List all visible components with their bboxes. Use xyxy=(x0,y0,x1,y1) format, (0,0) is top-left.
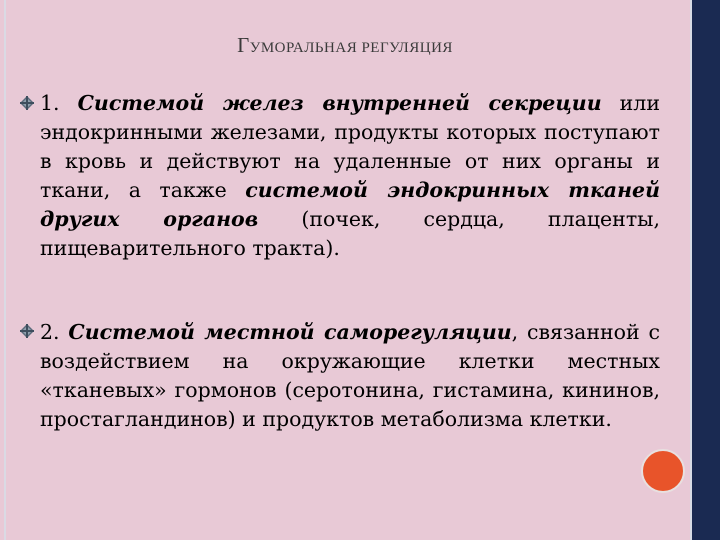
list-item-1 xyxy=(40,89,660,263)
left-border-line xyxy=(4,0,6,540)
bullet-diamond-icon xyxy=(20,324,34,338)
title-rest: УМОРАЛЬНАЯ РЕГУЛЯЦИЯ xyxy=(249,40,453,56)
item1-number: 1. xyxy=(40,91,78,115)
item1-bold-intro: Системой желез внутренней секреции xyxy=(77,91,602,115)
bullet-diamond-icon xyxy=(20,96,34,110)
slide-title xyxy=(0,33,690,58)
item1-text-b: (почек, сердца, плаценты, пищеварительного тракта). xyxy=(40,207,660,260)
item2-bold-intro: Системой местной саморегуляции xyxy=(68,320,512,344)
list-item-2 xyxy=(40,318,660,434)
title-first-letter: Г xyxy=(237,33,250,57)
decorative-orange-circle xyxy=(641,449,685,493)
item2-text: , связанной с воздействием на окружающие клетки местных «тканевых» гормонов (серотонина, гистамина, кининов, простагландинов) и продуктов метаболизма клетки. xyxy=(40,320,660,431)
right-border-line xyxy=(690,0,692,540)
item1-text-a: или эндокринными железами, продукты которых поступают в кровь и действуют на удаленные от них органы и ткани, а также xyxy=(40,91,660,202)
item1-bold-second: системой эндокринных тканей других органов xyxy=(40,178,660,231)
item2-number: 2. xyxy=(40,320,69,344)
